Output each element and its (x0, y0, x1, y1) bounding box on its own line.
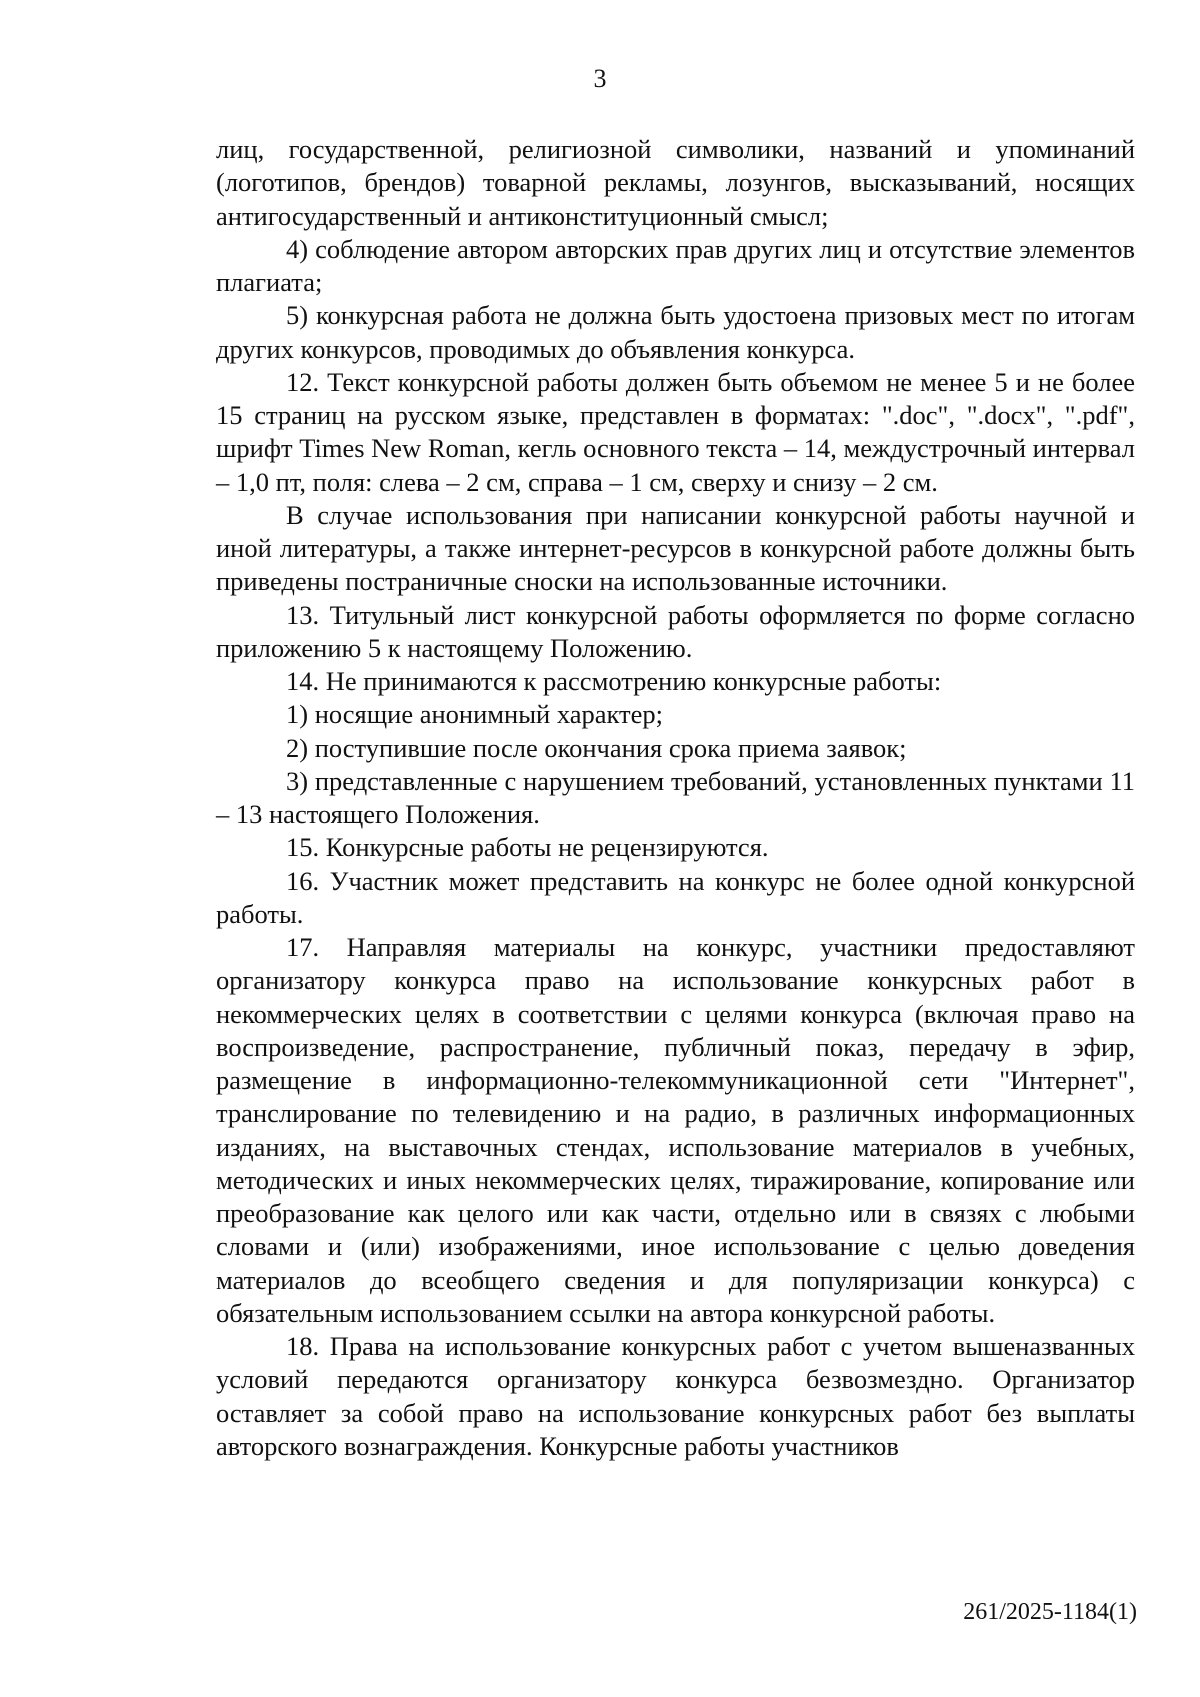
document-body (216, 133, 1135, 1463)
paragraph-clause-12: 12. Текст конкурсной работы должен быть объемом не менее 5 и не более 15 страниц на русском языке, представлен в форматах: ".doc", ".docx", ".pdf", шрифт Times New Roman, кегль основного текста – 14, междустрочный интервал – 1,0 пт, поля: слева – 2 см, справа – 1 см, сверху и снизу – 2 см. (216, 366, 1135, 497)
paragraph-clause-13: 13. Титульный лист конкурсной работы оформляется по форме согласно приложению 5 к настоящему Положению. (216, 599, 1135, 663)
paragraph-clause-14-item-2: 2) поступившие после окончания срока приема заявок; (286, 732, 907, 763)
paragraph-clause-15: 15. Конкурсные работы не рецензируются. (286, 832, 769, 863)
paragraph-continuation: лиц, государственной, религиозной символики, названий и упоминаний (логотипов, брендов) товарной рекламы, лозунгов, высказываний, носящих антигосударственный и антиконституционный смысл; (216, 134, 1135, 231)
page-number: 3 (593, 64, 607, 93)
paragraph-item-5: 5) конкурсная работа не должна быть удостоена призовых мест по итогам других конкурсов, проводимых до объявления конкурса. (216, 300, 1135, 364)
document-code: 261/2025-1184(1) (963, 1599, 1137, 1625)
paragraph-clause-18: 18. Права на использование конкурсных работ с учетом вышеназванных условий передаются организатору конкурса безвозмездно. Организатор оставляет за собой право на использование конкурсных работ без выплаты авторского вознаграждения. Конкурсные работы участников (216, 1331, 1135, 1461)
paragraph-clause-14-item-1: 1) носящие анонимный характер; (286, 699, 663, 730)
paragraph-sources-note: В случае использования при написании конкурсной работы научной и иной литературы, а также интернет-ресурсов в конкурсной работе должны быть приведены постраничные сноски на использованные источники. (216, 499, 1135, 597)
paragraph-clause-14: 14. Не принимаются к рассмотрению конкурсные работы: (286, 666, 942, 696)
paragraph-clause-14-item-3: 3) представленные с нарушением требований, установленных пунктами 11 – 13 настоящего Положения. (216, 765, 1135, 829)
paragraph-clause-16: 16. Участник может представить на конкурс не более одной конкурсной работы. (216, 865, 1135, 929)
paragraph-clause-17: 17. Направляя материалы на конкурс, участники предоставляют организатору конкурса право на использование конкурсных работ в некоммерческих целях в соответствии с целями конкурса (включая право на воспроизведение, распространение, публичный показ, передачу в эфир, размещение в информационно-телекоммуникационной сети "Интернет", транслирование по телевидению и на радио, в различных информационных изданиях, на выставочных стендах, использование материалов в учебных, методических и иных некоммерческих целях, тиражирование, копирование или преобразование как целого или как части, отдельно или в связях с любыми словами и (или) изображениями, иное использование с целью доведения материалов до всеобщего сведения и для популяризации конкурса) с обязательным использованием ссылки на автора конкурсной работы. (216, 932, 1135, 1328)
paragraph-item-4: 4) соблюдение автором авторских прав других лиц и отсутствие элементов плагиата; (216, 233, 1135, 297)
